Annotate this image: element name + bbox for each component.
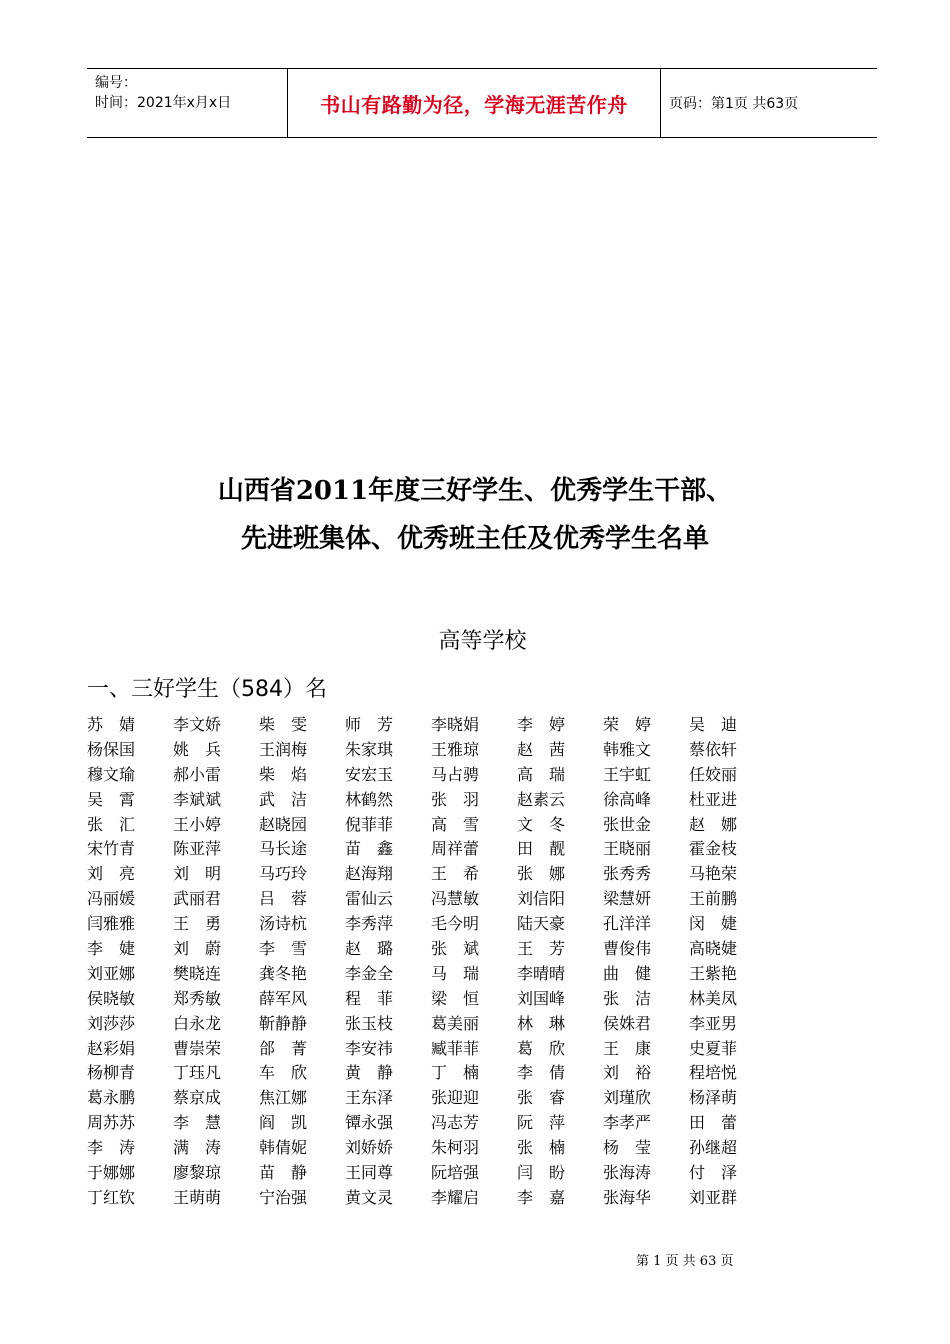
- student-name: 车 欣: [259, 1063, 308, 1083]
- student-name: 孔洋洋: [603, 914, 652, 934]
- student-name: 侯姝君: [603, 1013, 652, 1033]
- document-title-line-2: 先进班集体、优秀班主任及优秀学生名单: [240, 524, 709, 554]
- student-name: 刘 明: [173, 864, 222, 884]
- student-name: 刘国峰: [517, 988, 566, 1008]
- student-name: 李 涛: [87, 1138, 136, 1158]
- student-name: 刘 亮: [87, 864, 136, 884]
- student-name: 高 瑞: [517, 764, 566, 784]
- student-name: 李 雪: [259, 939, 308, 959]
- student-name: 闫雅雅: [87, 914, 136, 934]
- header-page-cell: [661, 69, 877, 137]
- student-name: 文 冬: [517, 814, 566, 834]
- student-name: 柴 焰: [259, 764, 308, 784]
- student-name: 于娜娜: [87, 1163, 136, 1183]
- student-name: 苗 静: [259, 1163, 308, 1183]
- student-name: 穆文瑜: [87, 764, 136, 784]
- student-name: 马占骋: [431, 764, 480, 784]
- student-name: 侯晓敏: [87, 988, 136, 1008]
- student-name: 李文娇: [173, 715, 222, 734]
- student-name: 李 婕: [87, 939, 136, 959]
- student-name: 刘 蔚: [173, 939, 222, 959]
- student-name: 王萌萌: [173, 1187, 222, 1207]
- student-name: 阎 凯: [259, 1113, 308, 1133]
- student-name: 张海华: [603, 1187, 652, 1207]
- student-name: 闵 婕: [689, 914, 738, 934]
- student-name: 王同尊: [345, 1163, 394, 1183]
- student-name: 李斌斌: [173, 789, 222, 809]
- student-name: 樊晓连: [173, 963, 222, 983]
- student-name: 张 汇: [87, 814, 136, 834]
- student-name: 张秀秀: [603, 864, 652, 884]
- student-name: 张玉枝: [345, 1013, 394, 1033]
- student-name: 郃 菁: [259, 1038, 308, 1058]
- student-name: 梁 恒: [431, 988, 480, 1008]
- student-name: 镡永强: [345, 1113, 394, 1133]
- student-name: 任姣丽: [689, 764, 738, 784]
- student-name: 臧菲菲: [431, 1038, 480, 1058]
- student-name: 李 慧: [173, 1113, 222, 1133]
- student-name: 刘瑾欣: [603, 1088, 652, 1108]
- student-name: 焦江娜: [259, 1088, 308, 1108]
- student-name: 蔡依轩: [689, 739, 738, 759]
- student-name: 雷仙云: [345, 889, 394, 909]
- student-name: 龚冬艳: [259, 963, 308, 983]
- student-name: 韩雅文: [603, 739, 652, 759]
- student-name: 林鹤然: [345, 789, 394, 809]
- student-name: 蔡京成: [173, 1088, 222, 1108]
- student-name: 张世金: [603, 814, 652, 834]
- student-name: 王 希: [431, 864, 480, 884]
- document-header: [87, 68, 877, 138]
- student-name: 赵 璐: [345, 939, 394, 959]
- student-name: 付 泽: [689, 1163, 738, 1183]
- student-name: 韩倩妮: [259, 1138, 308, 1158]
- category-subtitle: 高等学校: [438, 629, 527, 654]
- student-name: 吴 霄: [87, 789, 136, 809]
- student-name: 田 靓: [517, 839, 566, 859]
- student-name: 马艳荣: [689, 864, 738, 884]
- student-name: 马 瑞: [431, 963, 480, 983]
- page-footer: 第 1 页 共 63 页: [636, 1254, 734, 1269]
- student-name: 赵海翔: [345, 864, 394, 884]
- page-number-label: 页码：第1页 共63页: [669, 96, 799, 112]
- student-name: 王 康: [603, 1038, 652, 1058]
- student-name: 张 羽: [431, 789, 480, 809]
- header-motto-cell: [287, 69, 661, 137]
- student-name: 冯志芳: [431, 1113, 480, 1133]
- student-name: 王 芳: [517, 939, 566, 959]
- student-name: 王前鹏: [689, 889, 738, 909]
- student-name: 程培悦: [689, 1063, 738, 1083]
- student-name: 薛军风: [259, 988, 308, 1008]
- student-name: 毛今明: [431, 914, 480, 934]
- student-name: 丁珏凡: [173, 1063, 222, 1083]
- student-name: 武 洁: [259, 789, 308, 809]
- student-name: 阮 萍: [517, 1113, 566, 1133]
- header-meta: [87, 69, 287, 137]
- student-name: 姚 兵: [173, 739, 222, 759]
- student-name: 刘莎莎: [87, 1013, 136, 1033]
- student-name: 周苏苏: [87, 1113, 136, 1133]
- student-name: 丁红钦: [87, 1187, 136, 1207]
- student-name: 苗 鑫: [345, 839, 394, 859]
- section-heading: 一、三好学生（584）名: [87, 677, 327, 702]
- student-name: 李晓娟: [431, 715, 480, 734]
- student-name: 李 嘉: [517, 1187, 566, 1207]
- student-name: 王 勇: [173, 914, 222, 934]
- student-name: 梁慧妍: [603, 889, 652, 909]
- student-name: 赵彩娟: [87, 1038, 136, 1058]
- student-name: 朱家琪: [345, 739, 394, 759]
- student-name: 吴 迪: [689, 715, 738, 734]
- student-name: 吕 蓉: [259, 889, 308, 909]
- student-name: 高晓婕: [689, 939, 738, 959]
- student-name: 王东泽: [345, 1088, 394, 1108]
- student-name: 李耀启: [431, 1187, 480, 1207]
- student-name: 李 倩: [517, 1063, 566, 1083]
- student-name: 赵 娜: [689, 814, 738, 834]
- student-name: 孙继超: [689, 1138, 738, 1158]
- student-name: 张 洁: [603, 988, 652, 1008]
- student-name: 张海涛: [603, 1163, 652, 1183]
- student-name: 刘亚群: [689, 1187, 738, 1207]
- student-name: 宋竹青: [87, 839, 136, 859]
- student-name: 苏 婧: [87, 715, 136, 734]
- student-name: 武丽君: [173, 889, 222, 909]
- student-name: 冯慧敏: [431, 889, 480, 909]
- student-name: 荣 婷: [603, 715, 652, 734]
- student-name: 张 斌: [431, 939, 480, 959]
- student-name: 赵 茜: [517, 739, 566, 759]
- student-name: 史夏菲: [689, 1038, 738, 1058]
- student-name: 朱柯羽: [431, 1138, 480, 1158]
- student-name: 李金全: [345, 963, 394, 983]
- student-name: 高 雪: [431, 814, 480, 834]
- student-name: 马长途: [259, 839, 308, 859]
- student-name: 陈亚萍: [173, 839, 222, 859]
- student-name: 马巧玲: [259, 864, 308, 884]
- student-name: 刘 裕: [603, 1063, 652, 1083]
- student-name: 闫 盼: [517, 1163, 566, 1183]
- student-name: 曲 健: [603, 963, 652, 983]
- student-name: 杨保国: [87, 739, 136, 759]
- student-name: 王雅琼: [431, 739, 480, 759]
- student-name: 王宇虹: [603, 764, 652, 784]
- student-name: 徐高峰: [603, 789, 652, 809]
- student-name: 汤诗杭: [259, 914, 308, 934]
- student-name: 张 睿: [517, 1088, 566, 1108]
- student-name: 郝小雷: [173, 764, 222, 784]
- student-name: 阮培强: [431, 1163, 480, 1183]
- student-name: 冯丽媛: [87, 889, 136, 909]
- student-name: 杨泽萌: [689, 1088, 738, 1108]
- student-name: 田 蕾: [689, 1113, 738, 1133]
- student-name: 李孝严: [603, 1113, 652, 1133]
- student-name: 杜亚进: [689, 789, 738, 809]
- student-name: 廖黎琼: [173, 1163, 222, 1183]
- student-name: 赵晓园: [259, 814, 308, 834]
- student-name: 丁 楠: [431, 1063, 480, 1083]
- student-name: 李安祎: [345, 1038, 394, 1058]
- student-name: 安宏玉: [345, 764, 394, 784]
- student-name: 李晴晴: [517, 963, 566, 983]
- student-name: 杨柳青: [87, 1063, 136, 1083]
- student-name: 周祥蕾: [431, 839, 480, 859]
- student-name: 程 菲: [345, 988, 394, 1008]
- student-name: 倪菲菲: [345, 814, 394, 834]
- student-name: 刘信阳: [517, 889, 566, 909]
- student-name: 黄 静: [345, 1063, 394, 1083]
- student-name: 葛美丽: [431, 1013, 480, 1033]
- student-name: 李秀萍: [345, 914, 394, 934]
- student-name: 李亚男: [689, 1013, 738, 1033]
- student-name: 黄文灵: [345, 1187, 394, 1207]
- student-name: 曹俊伟: [603, 939, 652, 959]
- student-name: 满 涛: [173, 1138, 222, 1158]
- time-label: 时间：2021年x月x日: [95, 95, 232, 111]
- student-name: 柴 雯: [259, 715, 308, 734]
- student-name: 赵素云: [517, 789, 566, 809]
- student-name: 师 芳: [345, 715, 394, 734]
- student-name: 葛永鹏: [87, 1088, 136, 1108]
- student-name: 郑秀敏: [173, 988, 222, 1008]
- student-name: 林 琳: [517, 1013, 566, 1033]
- student-name: 刘娇娇: [345, 1138, 394, 1158]
- document-title-line-1: 山西省2011年度三好学生、优秀学生干部、: [217, 476, 733, 506]
- student-name: 李 婷: [517, 715, 566, 734]
- student-name: 王紫艳: [689, 963, 738, 983]
- student-name: 曹崇荣: [173, 1038, 222, 1058]
- student-name: 王小婷: [173, 814, 222, 834]
- student-name: 张迎迎: [431, 1088, 480, 1108]
- student-name: 王润梅: [259, 739, 308, 759]
- name-list: [87, 712, 787, 1210]
- student-name: 葛 欣: [517, 1038, 566, 1058]
- student-name: 靳静静: [259, 1013, 308, 1033]
- student-name: 刘亚娜: [87, 963, 136, 983]
- student-name: 王晓丽: [603, 839, 652, 859]
- serial-label: 编号：: [95, 75, 137, 91]
- student-name: 陆天豪: [517, 914, 566, 934]
- student-name: 白永龙: [173, 1013, 222, 1033]
- student-name: 霍金枝: [689, 839, 738, 859]
- student-name: 张 楠: [517, 1138, 566, 1158]
- student-name: 宁治强: [259, 1187, 308, 1207]
- motto-text: 书山有路勤为径，学海无涯苦作舟: [320, 92, 628, 117]
- student-name: 林美凤: [689, 988, 738, 1008]
- student-name: 张 娜: [517, 864, 566, 884]
- student-name: 杨 莹: [603, 1138, 652, 1158]
